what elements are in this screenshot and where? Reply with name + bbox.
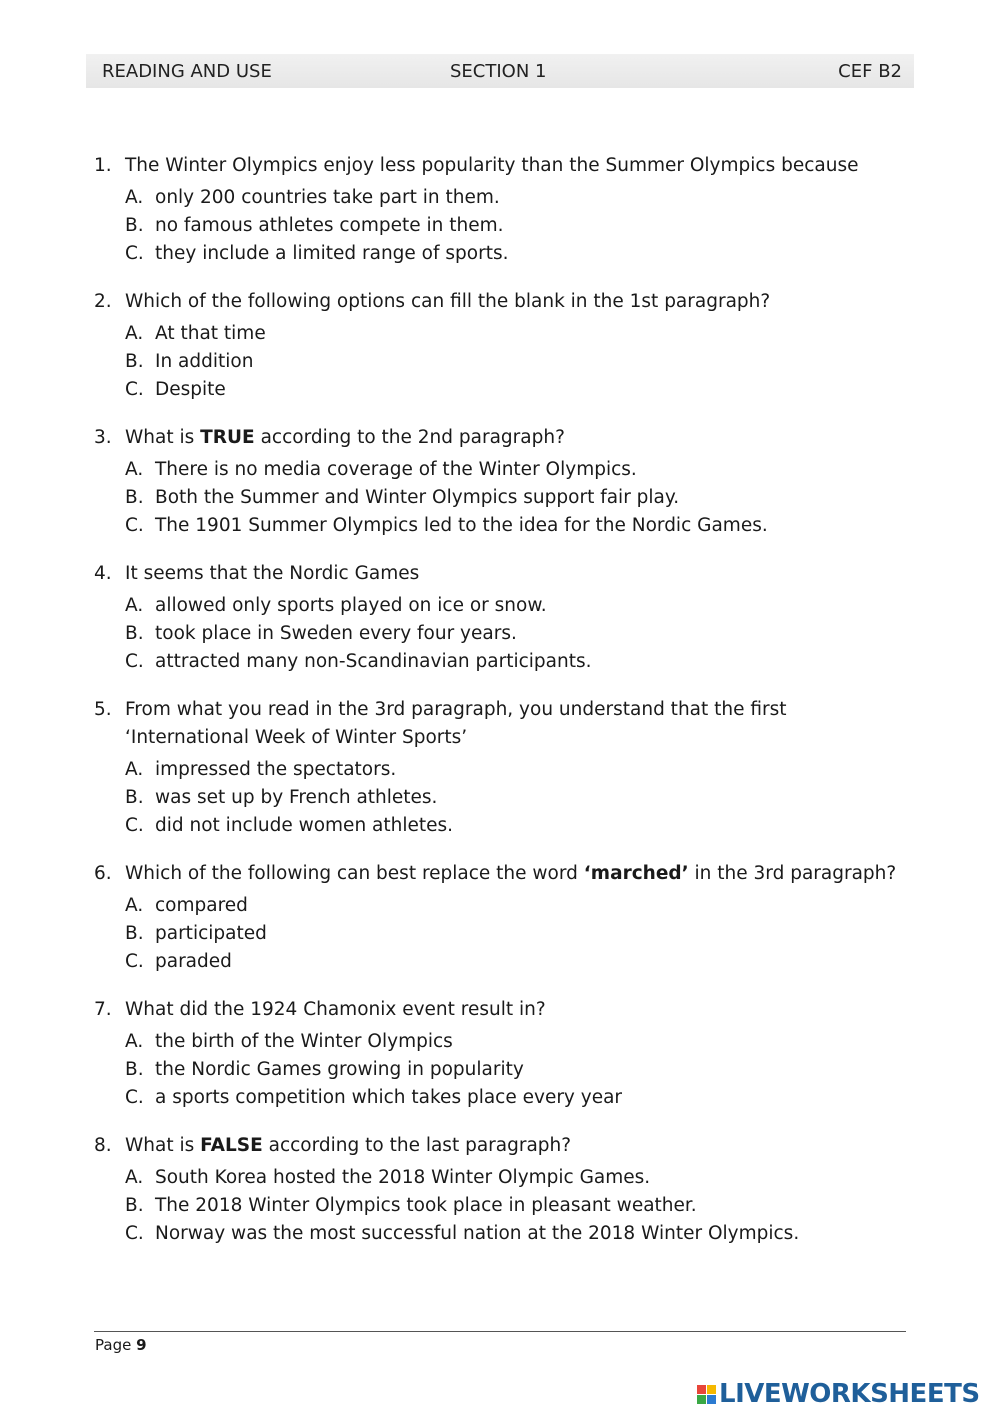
question-text-part: according to the 2nd paragraph?: [254, 427, 565, 448]
question-number: 7.: [94, 999, 112, 1020]
question-number: 5.: [94, 699, 112, 720]
answer-option[interactable]: [94, 1164, 904, 1192]
header-left-title: READING AND USE: [102, 61, 272, 82]
question-stem: [94, 424, 904, 452]
option-text: At that time: [155, 323, 266, 344]
answer-option[interactable]: [94, 484, 904, 512]
option-text: attracted many non-Scandinavian participants.: [155, 651, 592, 672]
answer-option[interactable]: [94, 756, 904, 784]
question: [94, 560, 904, 676]
question-list: [94, 152, 904, 1268]
option-letter: C.: [125, 243, 144, 264]
question: [94, 424, 904, 540]
option-letter: A.: [125, 759, 144, 780]
question-number: 8.: [94, 1135, 112, 1156]
answer-options: [94, 592, 904, 676]
answer-option[interactable]: [94, 320, 904, 348]
option-letter: C.: [125, 951, 144, 972]
option-text: compared: [155, 895, 248, 916]
answer-option[interactable]: [94, 512, 904, 540]
option-letter: C.: [125, 379, 144, 400]
question-text-emphasis: FALSE: [200, 1135, 263, 1156]
question-text: [125, 996, 904, 1024]
option-text: the Nordic Games growing in popularity: [155, 1059, 524, 1080]
option-letter: A.: [125, 895, 144, 916]
answer-option[interactable]: [94, 948, 904, 976]
question-number: 4.: [94, 563, 112, 584]
option-letter: B.: [125, 215, 144, 236]
answer-option[interactable]: [94, 620, 904, 648]
question-text: [125, 288, 904, 316]
question-text-part: What is: [125, 1135, 201, 1156]
question-text: [125, 860, 904, 888]
page-label: Page: [95, 1336, 132, 1354]
answer-options: [94, 756, 904, 840]
logo-text: LIVEWORKSHEETS: [719, 1379, 980, 1409]
page-number-value: 9: [136, 1336, 147, 1354]
question: [94, 860, 904, 976]
option-text: Both the Summer and Winter Olympics support fair play.: [155, 487, 680, 508]
question-text: [125, 152, 904, 180]
question-text: [125, 560, 904, 588]
answer-option[interactable]: [94, 784, 904, 812]
answer-options: [94, 320, 904, 404]
question-stem: [94, 1132, 904, 1160]
question-stem: [94, 152, 904, 180]
question-text-part: according to the last paragraph?: [262, 1135, 572, 1156]
answer-option[interactable]: [94, 456, 904, 484]
answer-option[interactable]: [94, 812, 904, 840]
option-letter: C.: [125, 515, 144, 536]
answer-option[interactable]: [94, 1056, 904, 1084]
question: [94, 696, 904, 840]
option-letter: C.: [125, 651, 144, 672]
option-letter: A.: [125, 323, 144, 344]
logo-icon: [697, 1385, 716, 1404]
question-text-part: From what you read in the 3rd paragraph, you understand that the first ‘International Week of Winter Sports’: [125, 699, 787, 748]
answer-option[interactable]: [94, 240, 904, 268]
answer-options: [94, 456, 904, 540]
answer-options: [94, 1028, 904, 1112]
option-letter: A.: [125, 459, 144, 480]
question-text-part: Which of the following options can fill the blank in the 1st paragraph?: [125, 291, 771, 312]
question: [94, 152, 904, 268]
question-text-part: Which of the following can best replace the word: [125, 863, 584, 884]
answer-option[interactable]: [94, 1220, 904, 1248]
option-text: paraded: [155, 951, 232, 972]
option-letter: B.: [125, 487, 144, 508]
question-number: 2.: [94, 291, 112, 312]
answer-option[interactable]: [94, 920, 904, 948]
liveworksheets-logo[interactable]: [697, 1376, 980, 1412]
question-stem: [94, 860, 904, 888]
question-stem: [94, 560, 904, 588]
question-text-part: It seems that the Nordic Games: [125, 563, 420, 584]
question-number: 6.: [94, 863, 112, 884]
answer-option[interactable]: [94, 376, 904, 404]
option-letter: B.: [125, 623, 144, 644]
logo-square: [707, 1395, 716, 1404]
option-text: There is no media coverage of the Winter Olympics.: [155, 459, 637, 480]
option-text: The 1901 Summer Olympics led to the idea for the Nordic Games.: [155, 515, 768, 536]
answer-option[interactable]: [94, 184, 904, 212]
answer-option[interactable]: [94, 348, 904, 376]
logo-square: [697, 1385, 706, 1394]
answer-option[interactable]: [94, 212, 904, 240]
option-text: was set up by French athletes.: [155, 787, 438, 808]
question-number: 1.: [94, 155, 112, 176]
question-text-part: What did the 1924 Chamonix event result in?: [125, 999, 546, 1020]
answer-option[interactable]: [94, 1192, 904, 1220]
option-text: the birth of the Winter Olympics: [155, 1031, 453, 1052]
question-number: 3.: [94, 427, 112, 448]
question-text-emphasis: TRUE: [200, 427, 255, 448]
question-text: [125, 1132, 904, 1160]
page-number: [95, 1336, 147, 1354]
answer-option[interactable]: [94, 592, 904, 620]
option-text: In addition: [155, 351, 254, 372]
question: [94, 996, 904, 1112]
option-letter: C.: [125, 815, 144, 836]
question: [94, 1132, 904, 1248]
question-text: [125, 696, 904, 752]
answer-options: [94, 892, 904, 976]
answer-options: [94, 184, 904, 268]
question-text: [125, 424, 904, 452]
option-letter: A.: [125, 595, 144, 616]
footer-divider: [94, 1331, 906, 1332]
option-text: participated: [155, 923, 267, 944]
answer-options: [94, 1164, 904, 1248]
option-text: allowed only sports played on ice or snow.: [155, 595, 547, 616]
option-letter: A.: [125, 1167, 144, 1188]
header-level: CEF B2: [838, 61, 902, 82]
option-letter: B.: [125, 1059, 144, 1080]
option-text: did not include women athletes.: [155, 815, 454, 836]
question-stem: [94, 288, 904, 316]
question-text-part: What is: [125, 427, 201, 448]
option-text: The 2018 Winter Olympics took place in pleasant weather.: [155, 1195, 697, 1216]
option-letter: B.: [125, 787, 144, 808]
question-text-emphasis: ‘marched’: [583, 863, 689, 884]
option-letter: B.: [125, 1195, 144, 1216]
question-text-part: The Winter Olympics enjoy less popularity than the Summer Olympics because: [125, 155, 859, 176]
answer-option[interactable]: [94, 648, 904, 676]
question-text-part: in the 3rd paragraph?: [688, 863, 897, 884]
option-text: Despite: [155, 379, 226, 400]
option-text: only 200 countries take part in them.: [155, 187, 500, 208]
answer-option[interactable]: [94, 1084, 904, 1112]
option-text: a sports competition which takes place every year: [155, 1087, 623, 1108]
option-text: no famous athletes compete in them.: [155, 215, 504, 236]
question-stem: [94, 996, 904, 1024]
answer-option[interactable]: [94, 1028, 904, 1056]
logo-square: [707, 1385, 716, 1394]
option-text: impressed the spectators.: [155, 759, 397, 780]
question: [94, 288, 904, 404]
option-text: Norway was the most successful nation at the 2018 Winter Olympics.: [155, 1223, 800, 1244]
document-header: [86, 54, 914, 88]
logo-square: [697, 1395, 706, 1404]
answer-option[interactable]: [94, 892, 904, 920]
option-text: they include a limited range of sports.: [155, 243, 509, 264]
option-letter: B.: [125, 351, 144, 372]
header-section: SECTION 1: [450, 61, 547, 82]
question-stem: [94, 696, 904, 752]
option-text: South Korea hosted the 2018 Winter Olympic Games.: [155, 1167, 651, 1188]
option-letter: B.: [125, 923, 144, 944]
option-letter: A.: [125, 1031, 144, 1052]
option-letter: C.: [125, 1087, 144, 1108]
option-letter: C.: [125, 1223, 144, 1244]
option-letter: A.: [125, 187, 144, 208]
option-text: took place in Sweden every four years.: [155, 623, 517, 644]
